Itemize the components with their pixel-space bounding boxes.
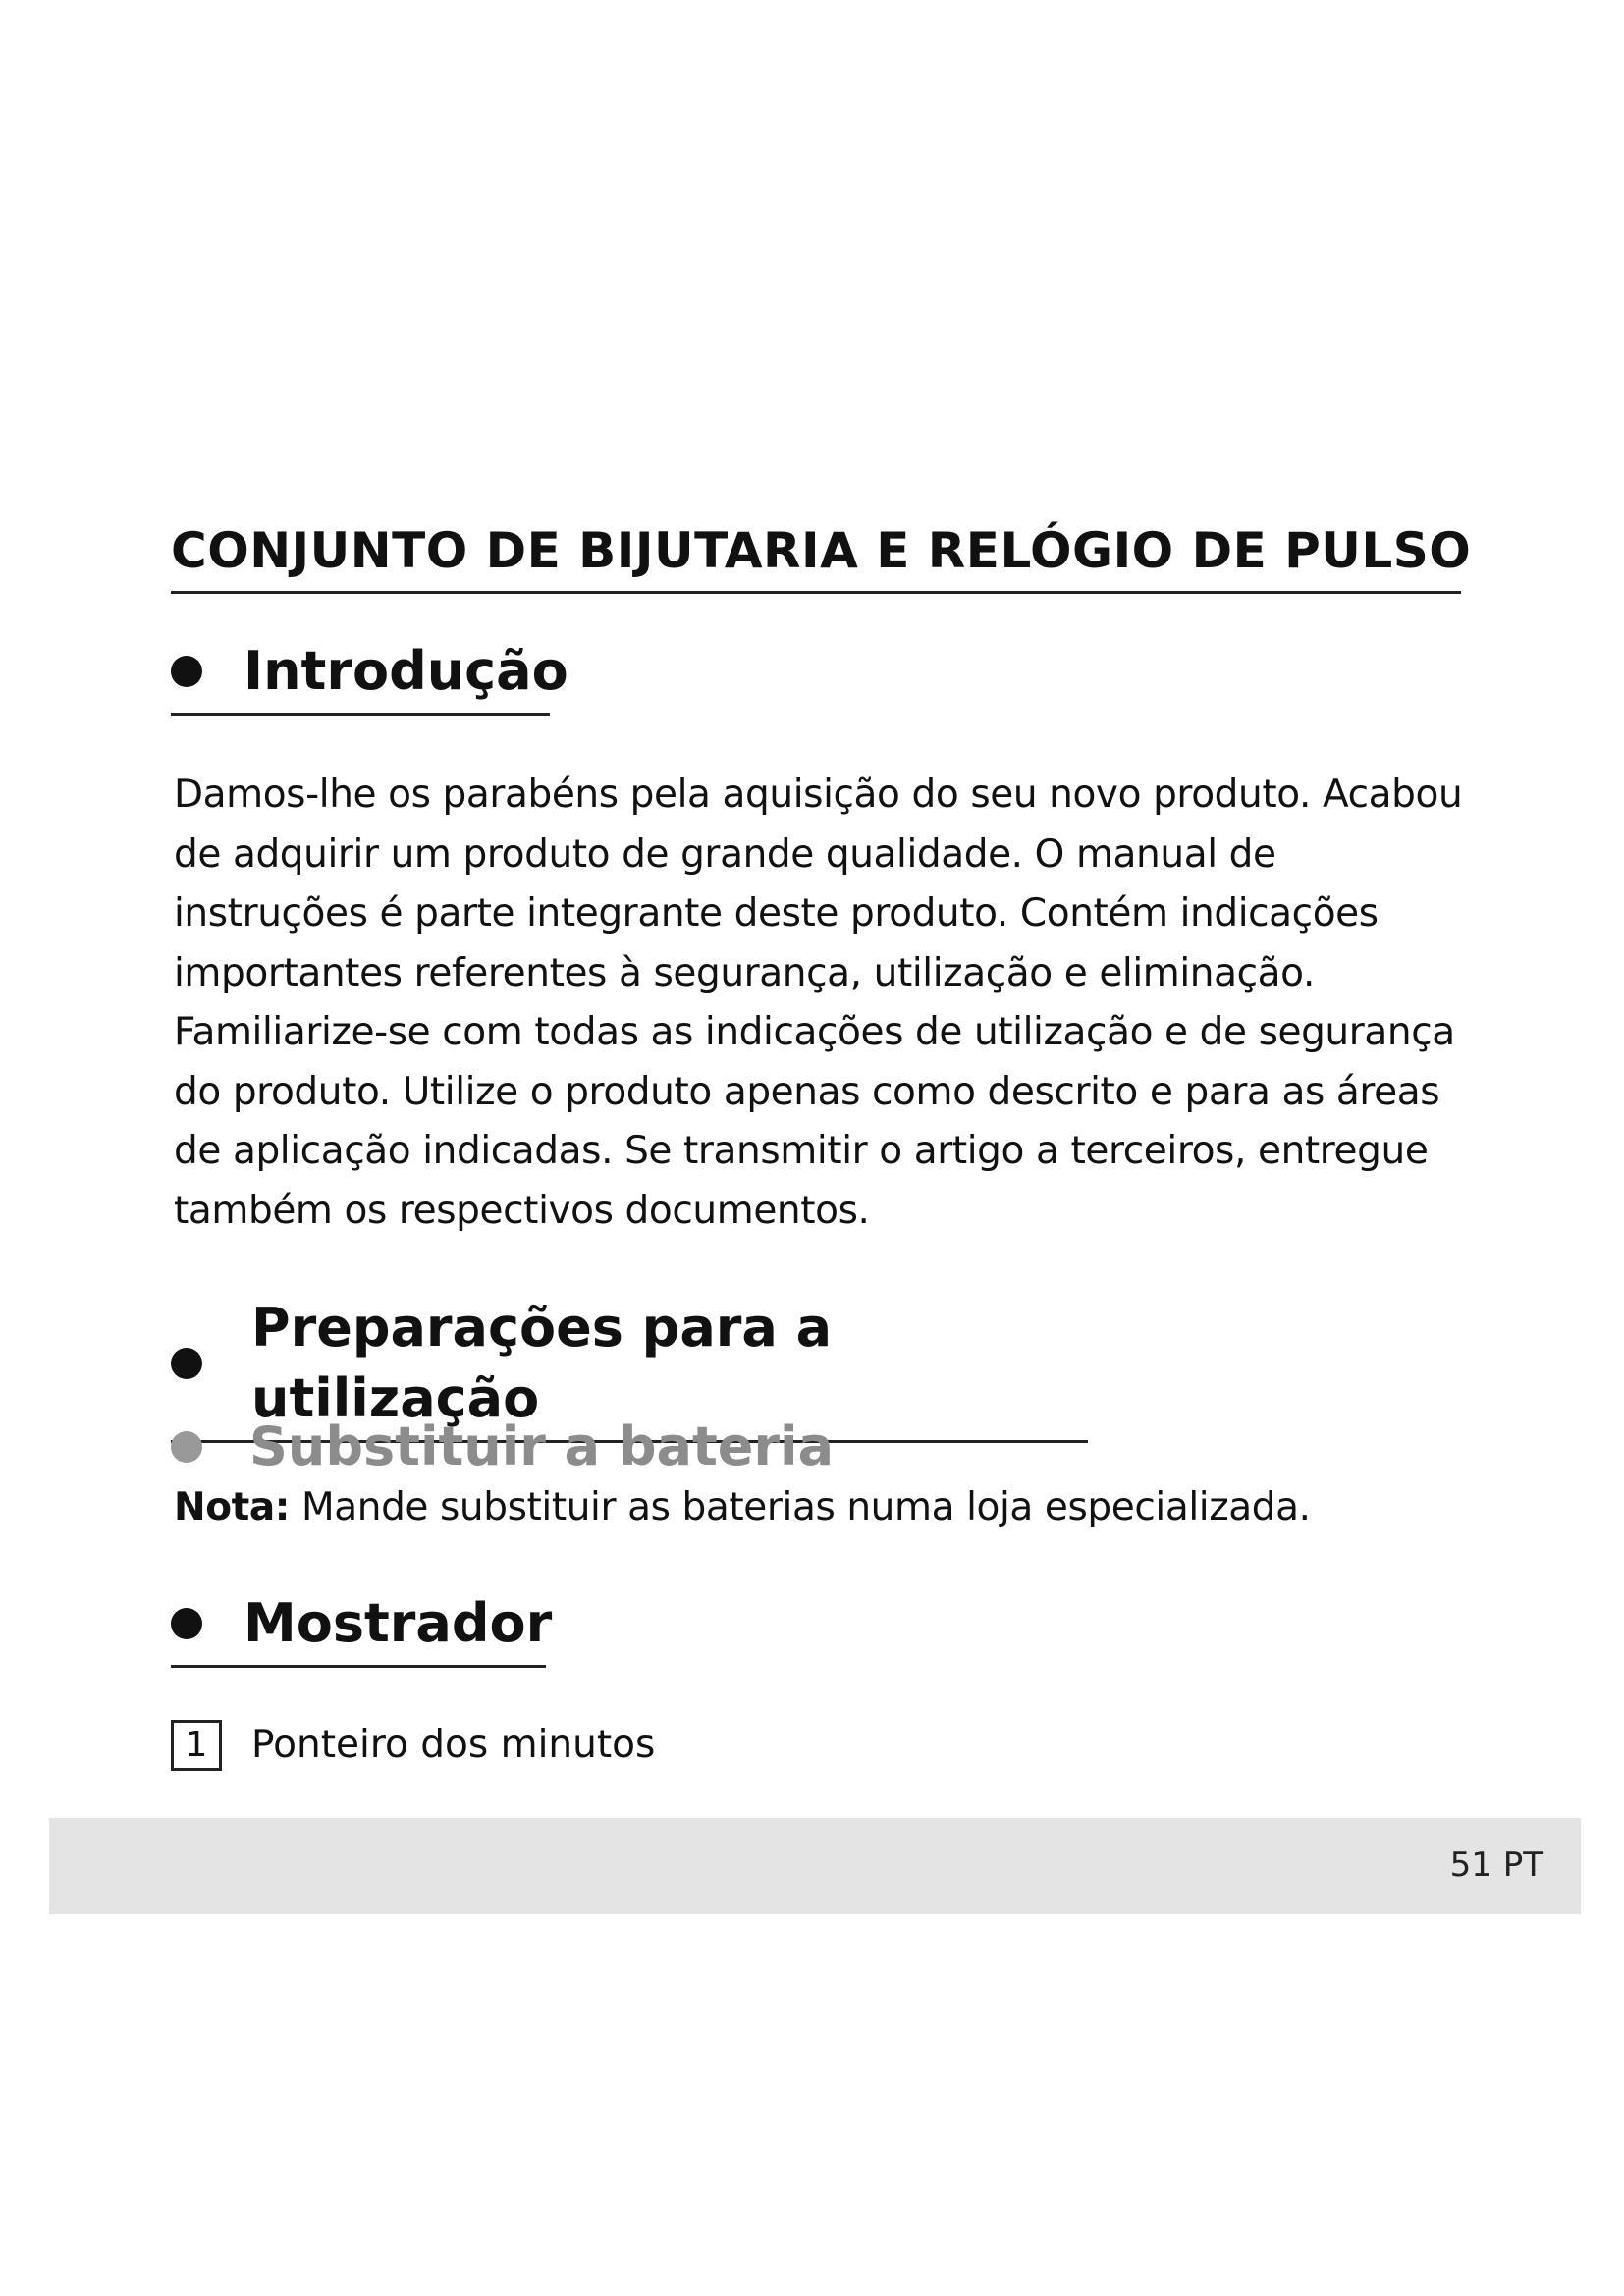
paragraph-line: importantes referentes à segurança, utilização e eliminação. bbox=[174, 950, 1315, 995]
paragraph-line: Familiarize-se com todas as indicações de utilização e de segurança bbox=[174, 1010, 1455, 1054]
legend-label: Ponteiro dos minutos bbox=[251, 1723, 656, 1767]
paragraph-line: instruções é parte integrante deste produto. Contém indicações bbox=[174, 891, 1379, 935]
paragraph-line: de adquirir um produto de grande qualidade. O manual de bbox=[174, 831, 1276, 877]
legend-item bbox=[171, 1716, 655, 1775]
bullet-icon bbox=[171, 1431, 202, 1463]
paragraph-line: Damos-lhe os parabéns pela aquisição do seu novo produto. Acabou bbox=[174, 773, 1463, 817]
paragraph-line: de aplicação indicadas. Se transmitir o artigo a terceiros, entregue bbox=[174, 1129, 1429, 1173]
footer-band bbox=[49, 1818, 1581, 1914]
section-title-preparation: Preparações para a utilização bbox=[251, 1297, 833, 1429]
section-title-display: Mostrador bbox=[244, 1592, 553, 1654]
paragraph-line: do produto. Utilize o produto apenas como descrito e para as áreas bbox=[174, 1069, 1440, 1114]
document-title: CONJUNTO DE BIJUTARIA E RELÓGIO DE PULSO bbox=[171, 518, 1461, 594]
bullet-icon bbox=[171, 656, 202, 687]
subsection-heading-battery bbox=[171, 1412, 834, 1482]
bullet-icon bbox=[171, 1348, 202, 1379]
battery-note bbox=[174, 1478, 1311, 1537]
note-label: Nota: bbox=[174, 1485, 290, 1529]
section-title-introduction: Introdução bbox=[244, 640, 568, 702]
bullet-icon bbox=[171, 1608, 202, 1639]
section-heading-display bbox=[171, 1588, 553, 1668]
introduction-paragraph bbox=[174, 766, 1480, 1241]
note-text: Mande substituir as baterias numa loja especializada. bbox=[290, 1485, 1311, 1529]
legend-number-box: 1 bbox=[171, 1720, 222, 1771]
page-number: 51 PT bbox=[1449, 1845, 1543, 1885]
section-heading-introduction bbox=[171, 636, 568, 716]
paragraph-line: também os respectivos documentos. bbox=[174, 1188, 870, 1233]
subsection-title-battery: Substituir a bateria bbox=[249, 1415, 835, 1477]
